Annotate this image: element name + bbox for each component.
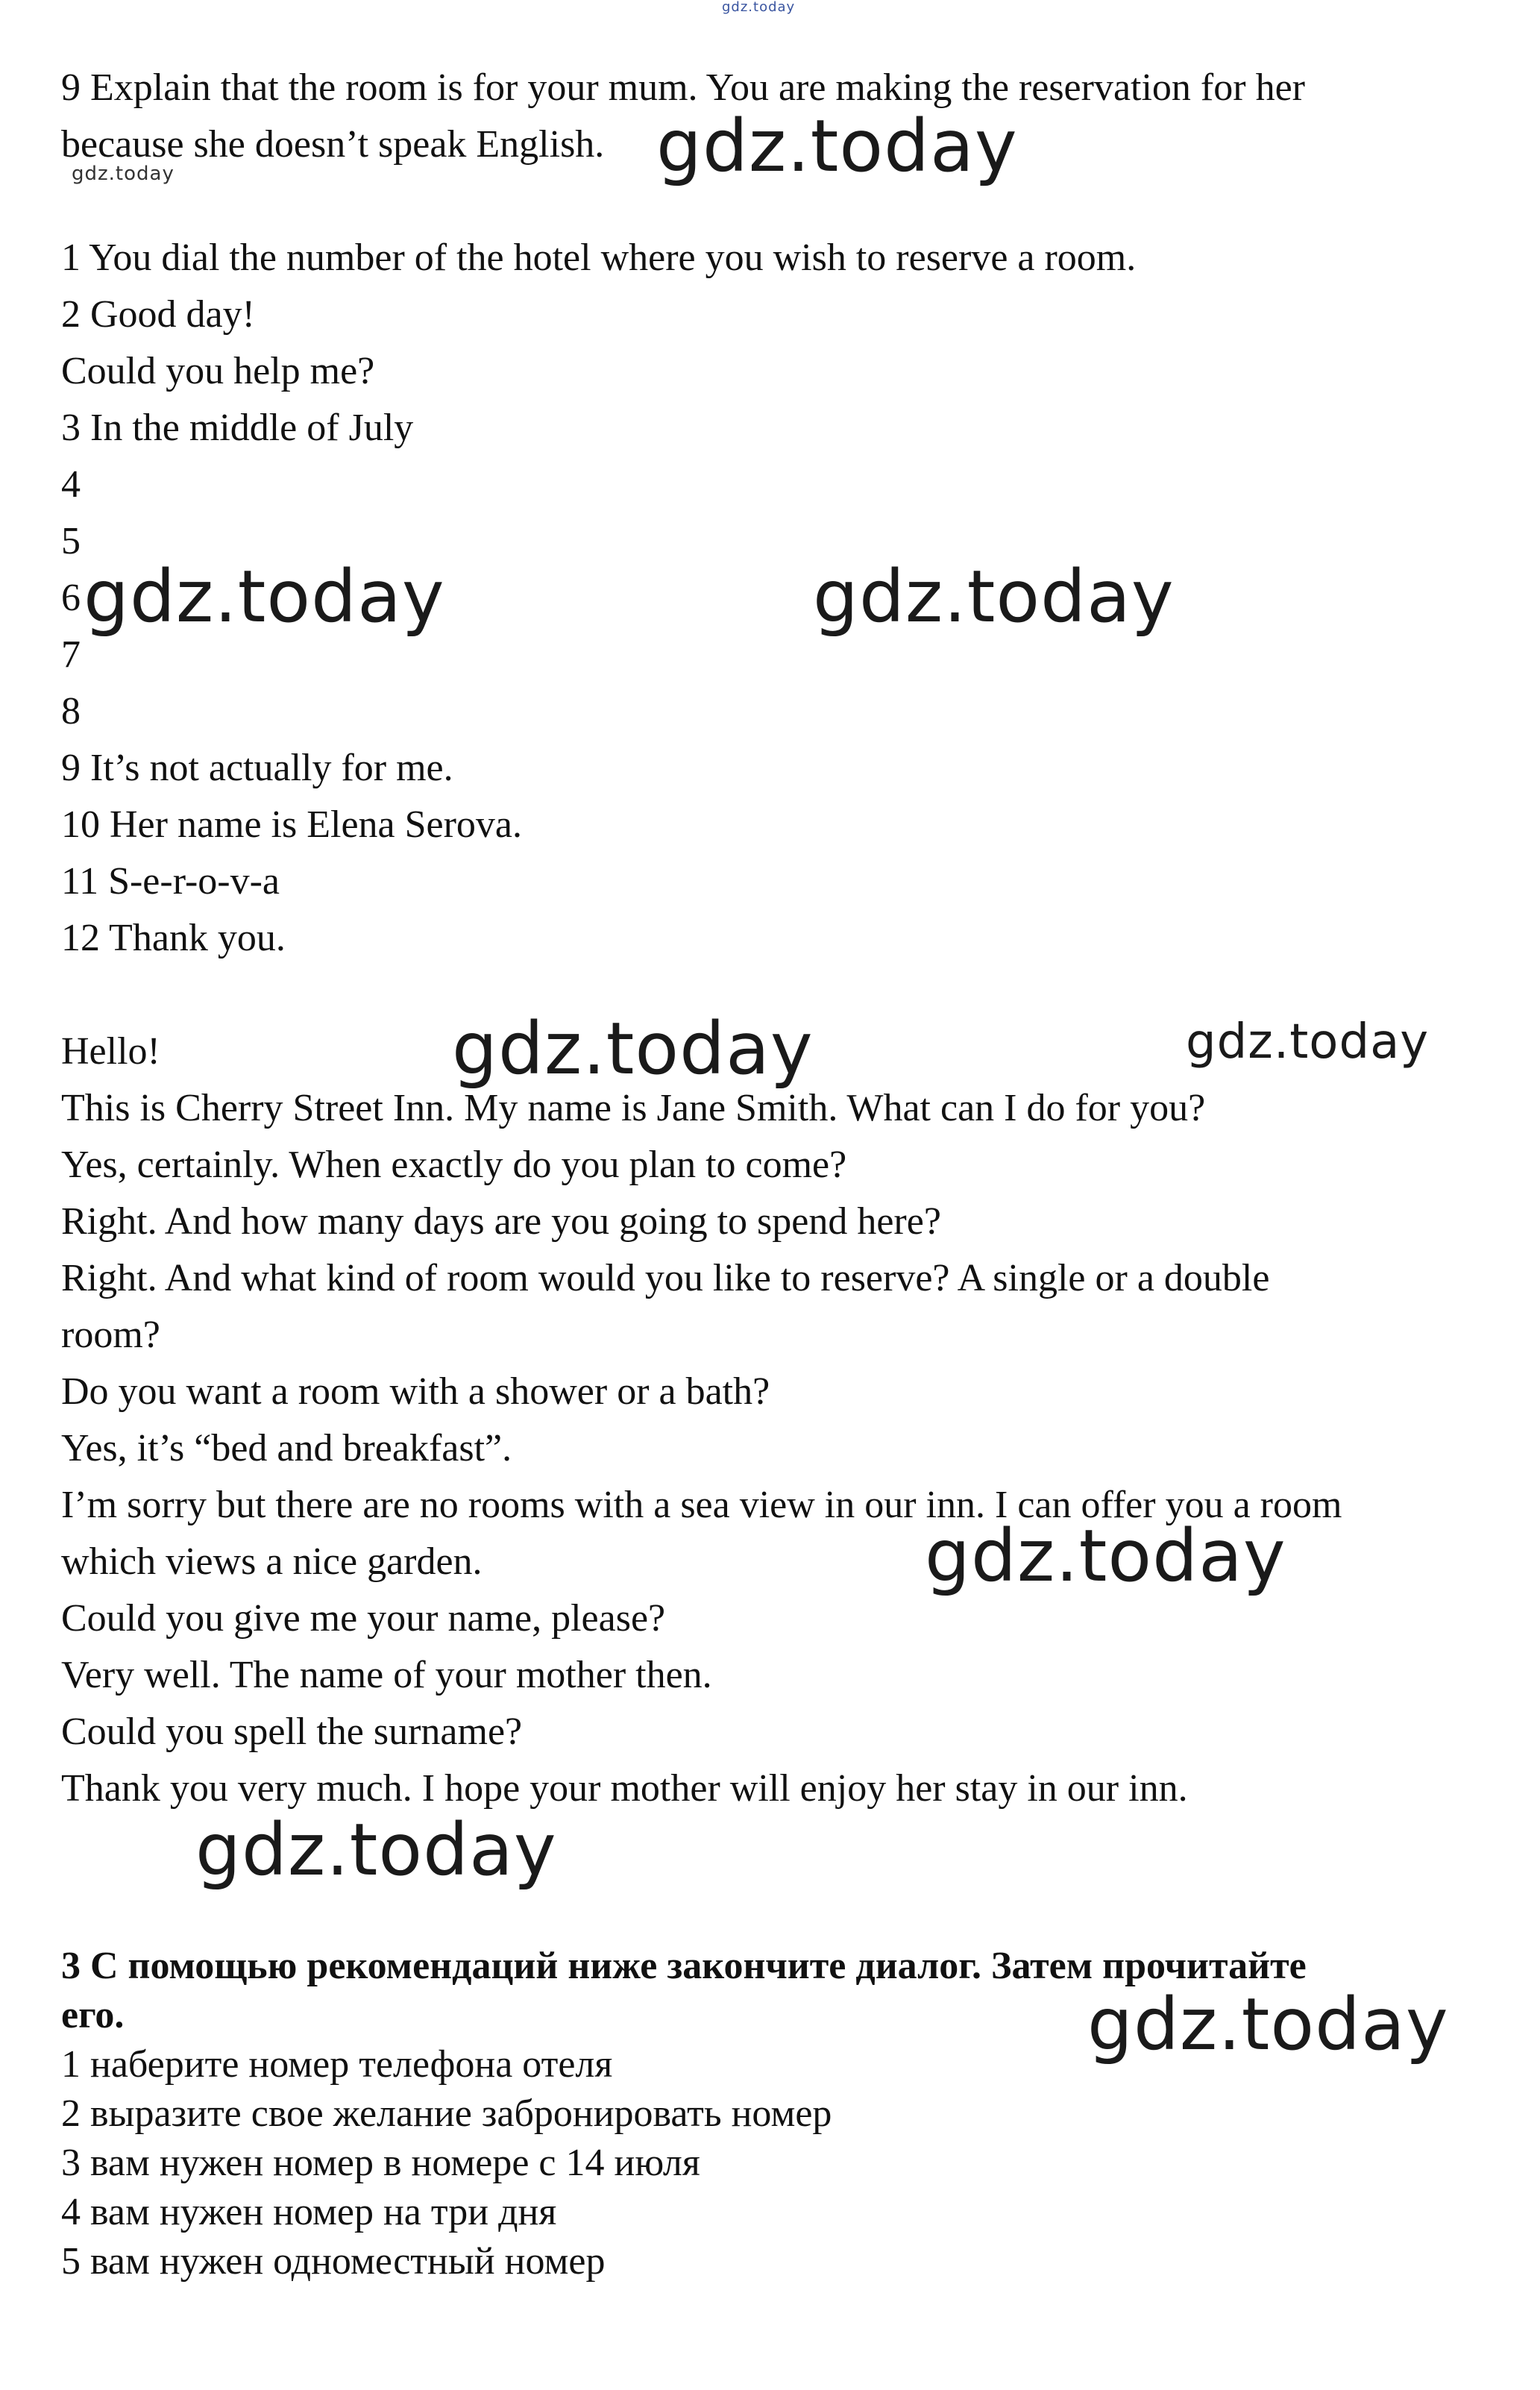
dialogue-line: Yes, certainly. When exactly do you plan to come? [61,1144,847,1186]
answer-line: 4 [61,463,81,506]
dialogue-line: which views a nice garden. [61,1540,483,1583]
answer-line: 12 Thank you. [61,917,286,959]
section-3-heading-continued: его. [61,1994,125,2036]
watermark-small: gdz.today [72,163,175,185]
list-item: 5 вам нужен одноместный номер [61,2240,606,2283]
task-9-text: 9 Explain that the room is for your mum. You are making the reservation for her [61,66,1305,109]
section-3-heading: 3 С помощью рекомендаций ниже закончите диалог. Затем прочитайте [61,1945,1307,1987]
dialogue-line: Could you give me your name, please? [61,1597,666,1640]
dialogue-line: Right. And what kind of room would you like to reserve? A single or a double [61,1257,1270,1299]
answer-line: 1 You dial the number of the hotel where you wish to reserve a room. [61,236,1137,279]
watermark: gdz.today [452,1007,814,1091]
answer-line: Could you help me? [61,350,375,392]
answer-line: 5 [61,520,81,562]
watermark: gdz.today [84,555,445,639]
dialogue-line: Do you want a room with a shower or a bath? [61,1370,770,1413]
answer-line: 7 [61,633,81,676]
list-item: 2 выразите свое желание забронировать номер [61,2092,832,2135]
watermark: gdz.today [813,555,1175,639]
watermark-top: gdz.today [722,0,796,15]
watermark: gdz.today [925,1514,1286,1598]
answer-line: 8 [61,690,81,733]
answer-line: 6 [61,577,81,619]
dialogue-line: Very well. The name of your mother then. [61,1654,712,1696]
list-item: 3 вам нужен номер в номере с 14 июля [61,2142,700,2184]
watermark: gdz.today [1186,1014,1430,1070]
list-item: 1 наберите номер телефона отеля [61,2043,613,2086]
list-item: 4 вам нужен номер на три дня [61,2191,557,2233]
dialogue-line: Thank you very much. I hope your mother will enjoy her stay in our inn. [61,1767,1188,1810]
watermark: gdz.today [656,104,1018,188]
dialogue-line: Yes, it’s “bed and breakfast”. [61,1427,512,1470]
answer-line: 11 S-e-r-o-v-a [61,860,280,903]
dialogue-line: Right. And how many days are you going to spend here? [61,1200,941,1243]
answer-line: 3 In the middle of July [61,407,414,449]
dialogue-line: This is Cherry Street Inn. My name is Jane Smith. What can I do for you? [61,1087,1206,1129]
answer-line: 9 It’s not actually for me. [61,747,453,789]
answer-line: 10 Her name is Elena Serova. [61,803,523,846]
watermark: gdz.today [1087,1983,1449,2066]
dialogue-line: I’m sorry but there are no rooms with a sea view in our inn. I can offer you a room [61,1484,1342,1526]
dialogue-line: room? [61,1314,160,1356]
dialogue-line: Could you spell the surname? [61,1710,523,1753]
dialogue-line: Hello! [61,1030,160,1073]
watermark: gdz.today [195,1808,557,1892]
answer-line: 2 Good day! [61,293,255,336]
task-9-text-continued: because she doesn’t speak English. [61,123,605,166]
